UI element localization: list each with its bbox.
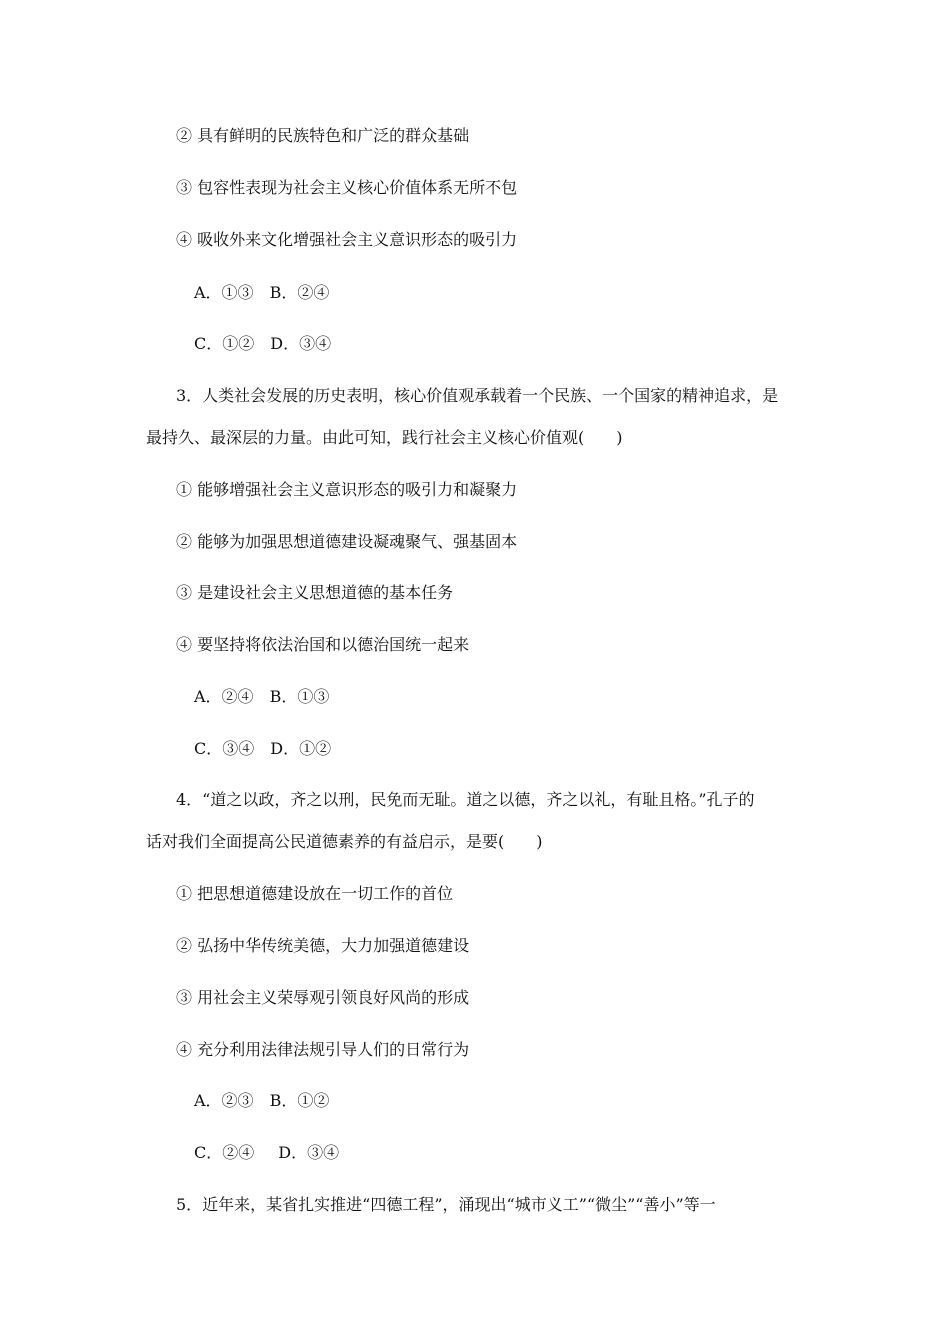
- q2-choice-d: D．③④: [270, 334, 332, 353]
- q3-choice-d: D．①②: [270, 739, 332, 758]
- q3-choices-row2: [194, 738, 331, 760]
- q3-choices-row1: [194, 686, 329, 708]
- q4-stem-line1: 4．“道之以政，齐之以刑，民免而无耻。道之以德，齐之以礼，有耻且格。”孔子的: [176, 790, 755, 809]
- q3-stem-line2: 最持久、最深层的力量。由此可知，践行社会主义核心价值观( ): [146, 428, 623, 447]
- q2-choice-c: C．①②: [194, 334, 255, 353]
- q4-choice-d: D．③④: [278, 1143, 340, 1162]
- q4-stem-line2: 话对我们全面提高公民道德素养的有益启示，是要( ): [146, 832, 543, 851]
- q2-option-2: ② 具有鲜明的民族特色和广泛的群众基础: [176, 126, 470, 145]
- q4-choices-row1: [194, 1090, 329, 1112]
- q4-option-4: ④ 充分利用法律法规引导人们的日常行为: [176, 1040, 470, 1059]
- q2-choice-a: A．①③: [194, 283, 254, 302]
- q2-option-4: ④ 吸收外来文化增强社会主义意识形态的吸引力: [176, 230, 518, 249]
- q4-choices-row2: [194, 1142, 339, 1164]
- q3-stem-line1: 3．人类社会发展的历史表明，核心价值观承载着一个民族、一个国家的精神追求，是: [176, 386, 779, 405]
- q4-option-2: ② 弘扬中华传统美德，大力加强道德建设: [176, 936, 470, 955]
- q3-option-3: ③ 是建设社会主义思想道德的基本任务: [176, 583, 454, 602]
- q4-option-3: ③ 用社会主义荣辱观引领良好风尚的形成: [176, 988, 470, 1007]
- q2-choices-row2: [194, 333, 331, 355]
- q4-choice-c: C．②④: [194, 1143, 255, 1162]
- q3-option-4: ④ 要坚持将依法治国和以德治国统一起来: [176, 635, 470, 654]
- q4-choice-b: B．①②: [269, 1091, 330, 1110]
- q3-choice-a: A．②④: [194, 687, 254, 706]
- q2-choices-row1: [194, 282, 329, 304]
- q3-option-2: ② 能够为加强思想道德建设凝魂聚气、强基固本: [176, 532, 518, 551]
- q5-stem-line1: 5．近年来，某省扎实推进“四德工程”，涌现出“城市义工”“微尘”“善小”等一: [176, 1195, 716, 1214]
- q4-option-1: ① 把思想道德建设放在一切工作的首位: [176, 884, 454, 903]
- q3-choice-b: B．①③: [269, 687, 330, 706]
- q2-option-3: ③ 包容性表现为社会主义核心价值体系无所不包: [176, 178, 518, 197]
- q3-choice-c: C．③④: [194, 739, 255, 758]
- q2-choice-b: B．②④: [269, 283, 330, 302]
- q4-choice-a: A．②③: [194, 1091, 254, 1110]
- q3-option-1: ① 能够增强社会主义意识形态的吸引力和凝聚力: [176, 480, 518, 499]
